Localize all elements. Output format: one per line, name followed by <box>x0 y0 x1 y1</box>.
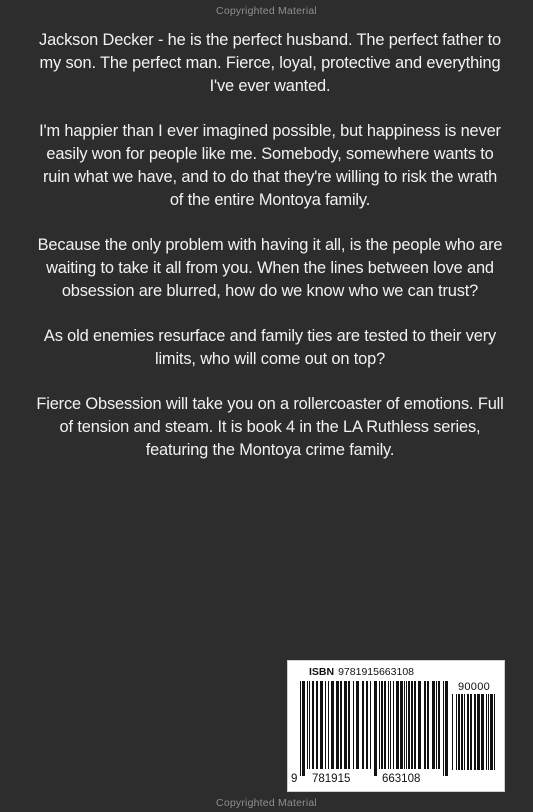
price-addon-digits: 90000 <box>457 681 491 693</box>
barcode-bar <box>408 681 410 769</box>
barcode-bar <box>456 694 457 770</box>
barcode-bar <box>312 681 314 769</box>
barcode-bar <box>388 681 389 769</box>
barcode-bar <box>452 694 453 770</box>
barcode-bar <box>307 681 308 769</box>
barcode-bar <box>320 681 323 769</box>
barcode-bar <box>328 681 329 769</box>
isbn-number: 9781915663108 <box>338 666 415 678</box>
watermark-bottom: Copyrighted Material <box>216 797 317 809</box>
barcode-left-group: 781915 <box>312 773 351 785</box>
barcode-bar <box>458 694 460 770</box>
barcode-bar <box>300 681 301 776</box>
barcode-bar <box>309 681 310 769</box>
barcode-bar <box>374 681 377 776</box>
barcode-bar <box>396 681 399 769</box>
isbn-barcode-box <box>287 660 505 792</box>
watermark-top: Copyrighted Material <box>216 5 317 17</box>
barcode-bar <box>344 681 347 769</box>
barcode-bar <box>477 694 480 770</box>
barcode-bar <box>379 681 380 769</box>
blurb <box>36 29 504 484</box>
barcode-bar <box>393 681 394 769</box>
barcode-bar <box>432 681 435 769</box>
barcode-lead-digit: 9 <box>291 773 298 785</box>
barcode-bar <box>418 681 421 769</box>
barcode-bar <box>494 694 495 770</box>
barcode-bar <box>488 694 489 770</box>
barcode-bar <box>427 681 429 769</box>
blurb-paragraph: I'm happier than I ever imagined possible, but happiness is never easily won for people like me. Somebody, somewhere wants to ruin what we have, and to do that they're willing to risk the wrath of the entire Montoya family. <box>39 122 501 209</box>
barcode-bar <box>302 681 305 776</box>
barcode-bar <box>481 694 484 770</box>
barcode-bar <box>340 681 342 769</box>
barcode-bar <box>438 681 440 769</box>
barcode-bar <box>362 681 364 769</box>
ean-barcode <box>300 681 450 776</box>
barcode-bar <box>467 694 469 770</box>
barcode-bar <box>443 681 444 776</box>
barcode-bar <box>414 681 416 769</box>
barcode-bar <box>411 681 413 769</box>
barcode-bar <box>331 681 334 769</box>
barcode-bar <box>445 681 448 776</box>
barcode-bar <box>406 681 407 769</box>
barcode-bar <box>424 681 426 769</box>
blurb-paragraph: As old enemies resurface and family ties are tested to their very limits, who will come out on top? <box>43 327 497 368</box>
barcode-bar <box>490 694 493 770</box>
blurb-paragraph: Jackson Decker - he is the perfect husband. The perfect father to my son. The perfect man. Fierce, loyal, protective and everything I've ever wanted. <box>39 31 501 95</box>
barcode-right-group: 663108 <box>382 773 421 785</box>
isbn-label: ISBN <box>309 666 335 678</box>
barcode-bar <box>316 681 318 769</box>
barcode-bar <box>390 681 391 769</box>
barcode-bar <box>470 694 472 770</box>
barcode-bar <box>474 694 476 770</box>
barcode-bar <box>370 681 371 769</box>
blurb-paragraph: Because the only problem with having it all, is the people who are waiting to take it all from you. When the lines between love and obsession are blurred, how do we know who we can trust? <box>37 236 503 300</box>
price-addon-barcode <box>452 694 496 776</box>
blurb-paragraph: Fierce Obsession will take you on a rollercoaster of emotions. Full of tension and steam. It is book 4 in the LA Ruthless series, featuring the Montoya crime family. <box>36 395 504 459</box>
barcode-bar <box>356 681 359 769</box>
barcode-bar <box>366 681 368 769</box>
barcode-bar <box>461 694 463 770</box>
barcode-bar <box>353 681 354 769</box>
barcode-bar <box>325 681 326 769</box>
barcode-bar <box>436 681 437 769</box>
barcode-bar <box>348 681 350 769</box>
barcode-bar <box>464 694 465 770</box>
barcode-bar <box>336 681 339 769</box>
barcode-bar <box>486 694 487 770</box>
isbn-line <box>309 666 414 678</box>
barcode-bar <box>404 681 405 769</box>
barcode-bar <box>381 681 383 769</box>
barcode-bar <box>384 681 386 769</box>
barcode-bar <box>400 681 403 769</box>
